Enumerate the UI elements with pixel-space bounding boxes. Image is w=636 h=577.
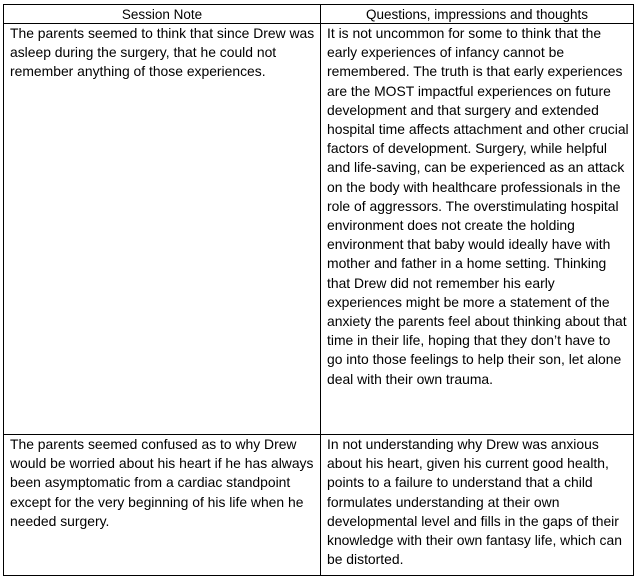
session-note-cell [4,435,321,576]
thoughts-cell [321,435,634,576]
session-note-cell [4,24,321,435]
session-notes-table [3,4,634,576]
thoughts-text: It is not uncommon for some to think that the early experiences of infancy cannot be remembered. The truth is that early experiences are the MOST impactful experiences on future development and that surgery and extended hospital time affects attachment and other crucial factors of development. Surgery, while helpful and life-saving, can be experienced as an attack on the body with healthcare professionals in the role of aggressors. The overstimulating hospital environment does not create the holding environment that baby would ideally have with mother and father in a home setting. Thinking that Drew did not remember his early experiences might be more a statement of the anxiety the parents feel about thinking about that time in their life, hoping that they don’t have to go into those feelings to help their son, let alone deal with their own trauma. [327,25,629,387]
thoughts-text: In not understanding why Drew was anxious about his heart, given his current good health, points to a failure to understand that a child formulates understanding at their own developmental level and fills in the gaps of their knowledge with their own fantasy life, which can be distorted. [327,436,622,568]
header-questions-impressions-thoughts: Questions, impressions and thoughts [321,5,634,24]
table-row [4,24,634,435]
header-session-note: Session Note [4,5,321,24]
table-row [4,435,634,576]
table-header-row [4,5,634,24]
thoughts-cell [321,24,634,435]
session-note-text: The parents seemed confused as to why Drew would be worried about his heart if he has always been asymptomatic from a cardiac standpoint except for the very beginning of his life when he needed surgery. [10,436,314,529]
session-note-text: The parents seemed to think that since Drew was asleep during the surgery, that he could not remember anything of those experiences. [10,25,315,80]
